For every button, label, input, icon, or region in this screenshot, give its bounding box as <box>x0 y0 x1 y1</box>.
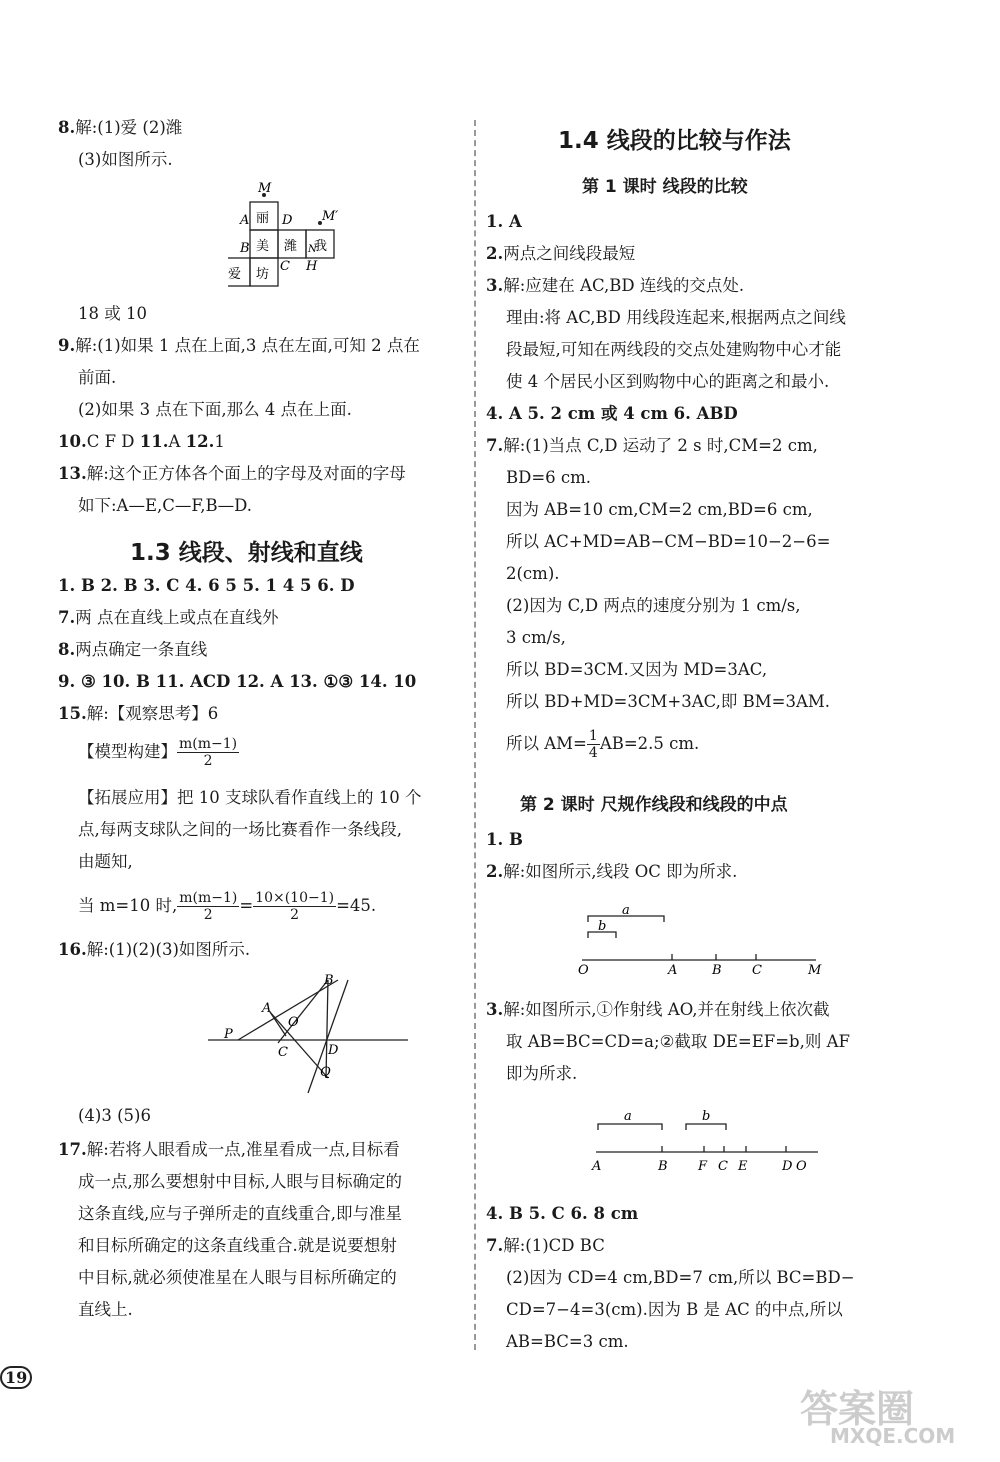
fig3-label-b: b <box>598 919 607 934</box>
answers-1-6: 1. B 2. B 3. C 4. 6 5 5. 1 4 5 6. D <box>58 576 355 595</box>
r-answer-1: 1. A <box>486 212 522 231</box>
r-answer-7-l2: BD=6 cm. <box>506 468 592 487</box>
r2-answer-7-l4: AB=BC=3 cm. <box>506 1332 629 1351</box>
r2-answer-3: 3.解:如图所示,①作射线 AO,并在射线上依次截 <box>486 1000 830 1019</box>
answer-7: 7.两 点在直线上或点在直线外 <box>58 608 279 627</box>
column-divider <box>474 120 476 1350</box>
answer-9-cont: 前面. <box>78 368 117 387</box>
answer-13-cont: 如下:A—E,C—F,B—D. <box>78 496 253 515</box>
page-number: 19 <box>0 1366 32 1389</box>
fig4-label-O: O <box>796 1159 807 1174</box>
label-H: H <box>306 259 318 274</box>
r-answer-3-l2: 理由:将 AC,BD 用线段连起来,根据两点之间线 <box>506 308 846 327</box>
fig2-label-D: D <box>328 1043 339 1058</box>
r2-answer-7-l2: (2)因为 CD=4 cm,BD=7 cm,所以 BC=BD− <box>506 1268 855 1287</box>
r-answer-7-l5: 2(cm). <box>506 564 560 583</box>
cell-li: 丽 <box>256 211 270 226</box>
fig3-label-O: O <box>578 963 589 978</box>
cell-ai: 爱 <box>228 267 242 282</box>
watermark-url: MXQE.COM <box>830 1424 956 1448</box>
answer-17-l4: 和目标所确定的这条直线重合.就是说要想射 <box>78 1236 397 1255</box>
fig4-label-E: E <box>738 1159 748 1174</box>
label-B: B <box>240 241 250 256</box>
cell-wei: 潍 <box>284 239 298 254</box>
fig4-label-D: D <box>782 1159 793 1174</box>
r-answer-7-l9: 所以 BD+MD=3CM+3AC,即 BM=3AM. <box>506 692 831 711</box>
fig4-label-F: F <box>698 1159 708 1174</box>
cell-fang: 坊 <box>256 267 270 282</box>
r-answer-7-l3: 因为 AB=10 cm,CM=2 cm,BD=6 cm, <box>506 500 813 519</box>
answer-8b: 8.两点确定一条直线 <box>58 640 208 659</box>
section-title-1-3: 1.3 线段、射线和直线 <box>130 540 363 566</box>
segment-oc-figure <box>576 900 836 980</box>
answer-9-part2: (2)如果 3 点在下面,那么 4 点在上面. <box>78 400 352 419</box>
answer-17-l2: 成一点,那么要想射中目标,人眼与目标确定的 <box>78 1172 402 1191</box>
r-answers-4-6: 4. A 5. 2 cm 或 4 cm 6. ABD <box>486 404 738 423</box>
label-C: C <box>280 259 290 274</box>
answer-15-ext3: 由题知, <box>78 852 133 871</box>
answer-8-part3: (3)如图所示. <box>78 150 173 169</box>
answer-15-model: 【模型构建】 $\frac{m(m-1)}{2}$ <box>78 736 238 769</box>
label-N: N <box>308 244 317 255</box>
r-answer-7-l8: 所以 BD=3CM.又因为 MD=3AC, <box>506 660 768 679</box>
fig4-label-b: b <box>702 1109 711 1124</box>
answer-17: 17.解:若将人眼看成一点,准星看成一点,目标看 <box>58 1140 400 1159</box>
r-answer-3-l3: 段最短,可知在两线段的交点处建购物中心才能 <box>506 340 842 359</box>
r2-answers-4-6: 4. B 5. C 6. 8 cm <box>486 1204 639 1223</box>
fig4-label-A: A <box>592 1159 602 1174</box>
fig2-label-B: B <box>324 973 334 988</box>
fig3-label-C: C <box>752 963 762 978</box>
fig3-label-M: M <box>808 963 822 978</box>
r-answer-7-l6: (2)因为 C,D 两点的速度分别为 1 cm/s, <box>506 596 801 615</box>
label-M: M <box>258 181 272 196</box>
section-title-1-4: 1.4 线段的比较与作法 <box>558 128 791 154</box>
r2-answer-3-l2: 取 AB=BC=CD=a;②截取 DE=EF=b,则 AF <box>506 1032 850 1051</box>
r-answer-7-l10: 所以 AM= $\frac{1}{4}$ AB=2.5 cm. <box>506 728 700 761</box>
lesson-title-1: 第 1 课时 线段的比较 <box>582 177 748 197</box>
fig3-label-A: A <box>668 963 678 978</box>
answer-8-value: 18 或 10 <box>78 304 147 323</box>
r2-answer-7: 7.解:(1)CD BC <box>486 1236 605 1255</box>
r2-answer-3-l3: 即为所求. <box>506 1064 578 1083</box>
r-answer-7-l7: 3 cm/s, <box>506 628 566 647</box>
lines-figure <box>198 968 428 1098</box>
answers-9-14: 9. ③ 10. B 11. ACD 12. A 13. ①③ 14. 10 <box>58 672 417 691</box>
cube-net-figure <box>228 180 368 292</box>
r-answer-7: 7.解:(1)当点 C,D 运动了 2 s 时,CM=2 cm, <box>486 436 818 455</box>
answer-15: 15.解:【观察思考】6 <box>58 704 219 723</box>
r2-answer-7-l3: CD=7−4=3(cm).因为 B 是 AC 的中点,所以 <box>506 1300 843 1319</box>
answer-15-ext1: 【拓展应用】把 10 支球队看作直线上的 10 个 <box>78 788 422 807</box>
fig2-label-O: O <box>288 1015 299 1030</box>
answer-17-l6: 直线上. <box>78 1300 133 1319</box>
lesson-title-2: 第 2 课时 尺规作线段和线段的中点 <box>520 795 788 815</box>
answer-15-ext2: 点,每两支球队之间的一场比赛看作一条线段, <box>78 820 402 839</box>
answer-15-calc: 当 m=10 时, $\frac{m(m-1)}{2}$ = $\frac{10\times(10-1)}{2}$ =45. <box>78 890 377 923</box>
answer-16: 16.解:(1)(2)(3)如图所示. <box>58 940 251 959</box>
r-answer-3: 3.解:应建在 AC,BD 连线的交点处. <box>486 276 745 295</box>
answer-8: 8.解:(1)爱 (2)潍 <box>58 118 183 137</box>
fig2-label-Q: Q <box>320 1065 331 1080</box>
fig3-label-B: B <box>712 963 722 978</box>
r2-answer-2: 2.解:如图所示,线段 OC 即为所求. <box>486 862 738 881</box>
answer-16-part4-5: (4)3 (5)6 <box>78 1106 151 1125</box>
fig4-label-B: B <box>658 1159 668 1174</box>
fig2-label-P: P <box>224 1027 233 1042</box>
fig2-label-A: A <box>262 1001 272 1016</box>
r2-answer-1: 1. B <box>486 830 523 849</box>
r-answer-2: 2.两点之间线段最短 <box>486 244 636 263</box>
answers-10-12: 10.C F D 11.A 12.1 <box>58 432 225 451</box>
watermark-logo: 答案圈 <box>800 1387 915 1431</box>
fig2-label-C: C <box>278 1045 288 1060</box>
cell-mei: 美 <box>256 239 270 254</box>
fig4-label-C: C <box>718 1159 728 1174</box>
answer-13: 13.解:这个正方体各个面上的字母及对面的字母 <box>58 464 406 483</box>
r-answer-3-l4: 使 4 个居民小区到购物中心的距离之和最小. <box>506 372 830 391</box>
label-A: A <box>240 213 250 228</box>
label-M-prime: M′ <box>322 209 339 224</box>
cell-wo: 我 <box>314 239 328 254</box>
answer-17-l3: 这条直线,应与子弹所走的直线重合,即与准星 <box>78 1204 402 1223</box>
answer-9: 9.解:(1)如果 1 点在上面,3 点在左面,可知 2 点在 <box>58 336 420 355</box>
r-answer-7-l4: 所以 AC+MD=AB−CM−BD=10−2−6= <box>506 532 831 551</box>
segment-af-figure <box>586 1100 846 1180</box>
fig3-label-a: a <box>622 903 630 918</box>
answer-17-l5: 中目标,就必须使准星在人眼与目标所确定的 <box>78 1268 397 1287</box>
fig4-label-a: a <box>624 1109 632 1124</box>
label-D: D <box>282 213 293 228</box>
